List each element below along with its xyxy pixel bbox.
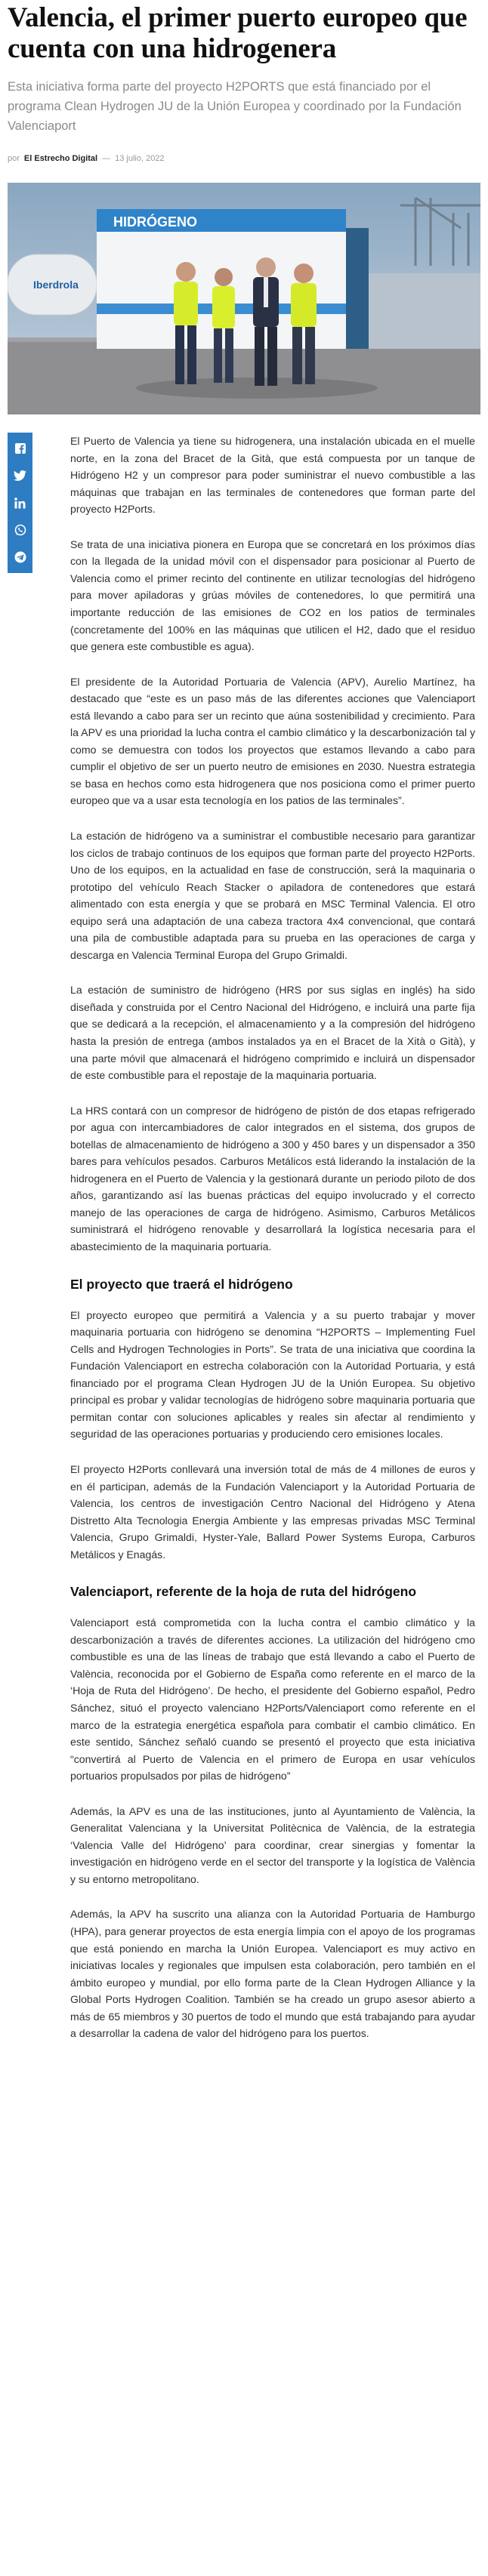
paragraph: La estación de suministro de hidrógeno (HRS por sus siglas en inglés) ha sido diseñada y construida por el Centro Nacional del Hidrógeno, e incluirá una parte fija que se dedicará a la recepción, el almacenamiento y a la compresión del hidrógeno hasta la presión de entrega (ambos instalados ya en el Bracet de la Xità o Gità), y una parte móvil que almacenará el hidrógeno comprimido e incluirá un dispensador de este combustible para el repostaje de la maquinaria portuaria. bbox=[70, 984, 475, 1082]
paragraph: El presidente de la Autoridad Portuaria de Valencia (APV), Aurelio Martínez, ha destacado que “este es un paso más de las diferentes acciones que Valenciaport está llevando a cabo para ser un recinto que aúna sostenibilidad y crecimiento. Para la APV es una prioridad la lucha contra el cambio climático y la descarbonización tal y como se demuestra con todos los proyectos que estamos llevando a cabo para cumplir el objetivo de ser un puerto neutro de emisiones en 2030. Nuestra estrategia se basa en hechos como esta hidrogenera que nos posiciona como el primer puerto europeo que va a usar esta tecnología en los patios de las terminales”. bbox=[70, 675, 475, 807]
paragraph: El proyecto europeo que permitirá a Valencia y a su puerto trabajar y mover maquinaria portuaria con hidrógeno se denomina “H2PORTS – Implementing Fuel Cells and Hydrogen Technologies in Ports”. Se trata de una iniciativa que coordina la Fundación Valenciaport en estrecha colaboración con la Autoridad Portuaria, y está financiado por el programa Clean Hydrogen JU de la Unión Europea. Su objetivo principal es probar y validar tecnologías de hidrógeno sobre maquinaria portuaria que permitan contar con soluciones aplicables y reales sin afectar al rendimiento y seguridad de las operaciones portuarias y produciendo cero emisiones locales. bbox=[70, 1308, 475, 1441]
paragraph: El proyecto H2Ports conllevará una inversión total de más de 4 millones de euros y en él participan, además de la Fundación Valenciaport y la Autoridad Portuaria de Valencia, los centros de investigación Centro Nacional del Hidrógeno y Atena Distretto Alta Tecnologia Energia Ambiente y las empresas privadas MSC Terminal Valencia, Grupo Grimaldi, Hyster-Yale, Ballard Power Systems Europa, Carburos Metálicos y Enagás. bbox=[70, 1462, 475, 1561]
share-facebook-button[interactable] bbox=[8, 440, 32, 457]
paragraph: La estación de hidrógeno va a suministrar el combustible necesario para garantizar los ciclos de trabajo continuos de los equipos que forman parte del proyecto H2Ports. Uno de los equipos, en la actualidad en fase de construcción, será la maquinaria o prototipo del vehículo Reach Stacker o apiladora de contenedores que estará alimentado con esta energía y que se probará en MSC Terminal Valencia. El otro equipo será una adaptación de una cabeza tractora 4x4 convencional, que contará una pila de combustible adaptada para su prueba en las operaciones de carga y descarga en Valencia Terminal Europa del Grupo Grimaldi. bbox=[70, 830, 475, 961]
telegram-icon bbox=[14, 551, 26, 563]
paragraph: Además, la APV ha suscrito una alianza con la Autoridad Portuaria de Hamburgo (HPA), para generar proyectos de esta energía limpia con el apoyo de los programas que está poniendo en marcha la Unión Europea. Valenciaport es muy activo en iniciativas locales y regionales que impulsen esta colaboración, pero también en el ámbito europeo y mundial, por ello forma parte de la Clean Hydrogen Alliance y la Global Ports Hydrogen Coalition. También se ha creado un grupo asesor abierto a más de 65 miembros y 30 puertos de todo el mundo que está trabajando para ayudar a desarrollar la cadena de valor del hidrógeno para los puertos. bbox=[70, 1908, 475, 2040]
article-header bbox=[0, 0, 488, 163]
article-body bbox=[70, 433, 475, 2042]
paragraph: Valenciaport está comprometida con la lucha contra el cambio climático y la descarbonización a través de diferentes acciones. La utilización del hidrógeno cmo combustible es una de las líneas de trabajo que está llevando a cabo el Puerto de València, reconocida por el Gobierno de España como referente en el marco de la ‘Hoja de Ruta del Hidrógeno’. De hecho, el presidente del Gobierno español, Pedro Sánchez, situó el proyecto valenciano H2Ports/Valenciaport como referente en el marco de la estrategia energética española para combatir el cambio climático. En este sentido, Sánchez señaló cuando se presentó el proyecto que esta iniciativa “convertirá al Puerto de Valencia en el primero de Europa en usar vehículos portuarios propulsados por pilas de hidrógeno” bbox=[70, 1616, 475, 1783]
paragraph: La HRS contará con un compresor de hidrógeno de pistón de dos etapas refrigerado por agua con intercambiadores de calor integrados en el sistema, dos grupos de botellas de almacenamiento de hidrógeno a 300 y 450 bares y un dispensador a 350 bares para vehículos pesados. Carburos Metálicos está liderando la instalación de la hidrogenera en el Puerto de Valencia y la gestionará durante un periodo piloto de dos años, garantizando así las buenas prácticas del equipo involucrado y el correcto manejo de las operaciones de carga de hidrógeno. Asimismo, Carburos Metálicos suministrará el hidrógeno renovable y desarrollará la logística necesaria para el abastecimiento de la maquinaria portuaria. bbox=[70, 1104, 475, 1253]
facebook-icon bbox=[14, 442, 26, 454]
linkedin-icon bbox=[14, 498, 26, 509]
article-date: 13 julio, 2022 bbox=[115, 154, 165, 164]
share-whatsapp-button[interactable] bbox=[8, 522, 32, 538]
twitter-icon bbox=[14, 470, 26, 481]
article-content bbox=[0, 433, 488, 2042]
share-telegram-button[interactable] bbox=[8, 549, 32, 565]
share-twitter-button[interactable] bbox=[8, 467, 32, 484]
trailer-text: HIDRÓGENO bbox=[113, 214, 198, 230]
hero-image bbox=[8, 183, 480, 414]
meta-separator: — bbox=[102, 154, 111, 164]
share-linkedin-button[interactable] bbox=[8, 495, 32, 511]
whatsapp-icon bbox=[14, 524, 26, 536]
section-heading: El proyecto que traerá el hidrógeno bbox=[70, 1276, 293, 1292]
article-title: Valencia, el primer puerto europeo que cuenta con una hidrogenera bbox=[8, 2, 468, 64]
paragraph: Además, la APV es una de las instituciones, junto al Ayuntamiento de València, la Generalitat Valenciana y la Universitat Politècnica de València, de la estrategia ‘Valencia Valle del Hidrógeno’ para coordinar, crear sinergias y fomentar la investigación en hidrógeno verde en el sector del transporte y la logística de València y su entorno metropolitano. bbox=[70, 1804, 475, 1885]
article-lede: Esta iniciativa forma parte del proyecto H2PORTS que está financiado por el programa Clean Hydrogen JU de la Unión Europea y coordinado por la Fundación Valenciaport bbox=[8, 80, 462, 133]
section-heading: Valenciaport, referente de la hoja de ruta del hidrógeno bbox=[70, 1584, 417, 1600]
paragraph: Se trata de una iniciativa pionera en Europa que se concretará en los próximos días con la llegada de la unidad móvil con el dispensador para posicionar al Puerto de Valencia como el primer recinto del continente en utilizar tecnologías del hidrógeno para mover apiladoras y grúas móviles de contenedores, lo que permitirá una importante reducción de las emisiones de CO2 en los patios de terminales (concretamente del 100% en las máquinas que utilicen el H2, dado que el residuo que genera este combustible es agua). bbox=[70, 538, 475, 653]
meta-by: por bbox=[8, 154, 20, 164]
share-bar bbox=[8, 433, 32, 573]
hero-photo bbox=[8, 183, 480, 414]
paragraph: El Puerto de Valencia ya tiene su hidrogenera, una instalación ubicada en el muelle norte, en la zona del Bracet de la Gità, que está compuesta por un tanque de Hidrógeno H2 y un compresor para poder suministrar el nuevo combustible a las máquinas que trabajan en las terminales de contenedores que forman parte del proyecto H2Ports. bbox=[70, 435, 475, 516]
article-meta bbox=[8, 154, 480, 163]
author-link[interactable]: El Estrecho Digital bbox=[23, 154, 98, 164]
tank-brand-text: Iberdrola bbox=[33, 279, 79, 291]
